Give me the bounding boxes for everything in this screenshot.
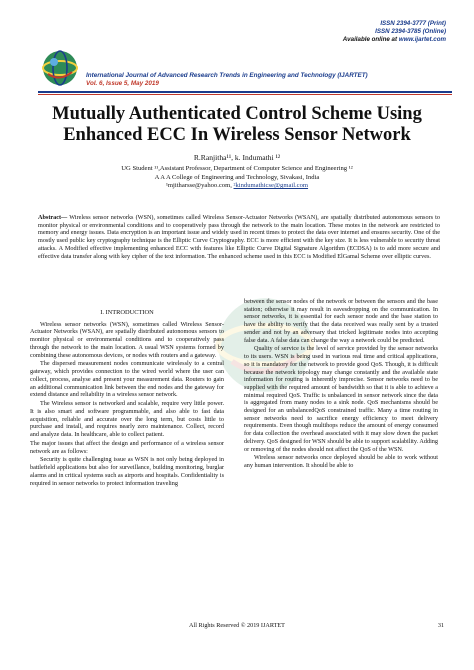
affiliation bbox=[30, 165, 444, 191]
title-line-1: Mutually Authenticated Control Scheme Using bbox=[52, 104, 422, 124]
intro-paragraph-3: The Wireless sensor is networked and scalable, require very little power. It is also smart and software programmable, and also able to fast data acquisition, reliable and accurate over the long term, but costs little to purchase and install, and requires nearly zero maintenance. Collect, record and analyze data. In healthcare, able to collect patient. bbox=[30, 400, 224, 438]
title-line-2: Enhanced ECC In Wireless Sensor Network bbox=[63, 125, 411, 145]
header-rule-secondary bbox=[38, 94, 452, 95]
issn-block bbox=[343, 20, 446, 44]
ijartet-globe-logo-icon bbox=[40, 48, 80, 88]
journal-header bbox=[86, 72, 451, 88]
journal-name: International Journal of Advanced Research Trends in Engineering and Technology (IJARTET) bbox=[86, 72, 368, 79]
right-paragraph-1: between the sensor nodes of the network or between the sensors and the base station; otherwise it may result in eavesdropping on the communication. In sensor networks, it is essential for each sensor node and the base station to have the ability to verify that the data received was really sent by a trusted sender and not by an adversary that tricked legitimate nodes into accepting false data. A false data can change the way a network could be predicted. bbox=[244, 298, 438, 344]
journal-url-link[interactable]: www.ijartet.com bbox=[398, 36, 446, 43]
right-column bbox=[244, 298, 438, 471]
affil-line-1: UG Student ¹¹,Assistant Professor, Department of Computer Science and Engineering ¹² bbox=[121, 165, 353, 172]
right-paragraph-3: Wireless sensor networks once deployed should be able to work without any human intervention. It should be able to bbox=[244, 454, 438, 470]
abstract-label: Abstract— bbox=[38, 214, 68, 221]
intro-paragraph-5: Security is quite challenging issue as WSN is not only being deployed in battlefield applications but also for surveillance, building monitoring, burglar alarms and in critical systems such as airports and hospitals. Confidentiality is required in sensor networks to protect information traveling bbox=[30, 456, 224, 487]
right-paragraph-2: Quality of service is the level of service provided by the sensor networks to its users. WSN is being used in various real time and critical applications, so it is mandatory for the network to provide good QoS. Though, it is difficult because the network topology may change constantly and the available state information for routing is inherently imprecise. Sensor networks need to be supplied with the required amount of bandwidth so that it is able to achieve a minimal required QoS. Traffic is unbalanced in sensor network since the data is aggregated from many nodes to a sink node. QoS mechanisms should be designed for an unbalancedQoS constrained traffic. Many a time routing in sensor networks need to sacrifice energy efficiency to meet delivery requirements. Even though multihops reduce the amount of energy consumed for data collection the overhead associated with it may slow down the packet delivery. QoS designed for WSN should be able to support scalability. Adding or removing of the nodes should not affect the QoS of the WSN. bbox=[244, 345, 438, 453]
authors: R.Ranjitha¹¹, k. Indumathi ¹² bbox=[193, 153, 281, 162]
header-rule bbox=[38, 91, 452, 93]
affil-line-2: A A A College of Engineering and Technology, Sivakasi, India bbox=[154, 173, 320, 181]
intro-paragraph-4: The major issues that affect the design and performance of a wireless sensor network are as follows: bbox=[30, 439, 224, 455]
left-column bbox=[30, 298, 224, 488]
intro-paragraph-1: Wireless sensor networks (WSN), sometimes called Wireless Sensor-Actuator Networks (WSAN), are spatially distributed autonomous sensors to monitor physical or environmental conditions and to cooperatively pass through the network to the main location. A usual WSN systems formed by combining these autonomous devices, or nodes with routers and a gateway. bbox=[30, 320, 224, 359]
page-number: 31 bbox=[437, 622, 444, 629]
email-1: ¹mjitharsse@yahoo.com, bbox=[165, 182, 232, 189]
journal-volume: Vol. 6, Issue 5, May 2019 bbox=[86, 80, 159, 87]
paper-title bbox=[30, 104, 444, 146]
footer-copyright: All Rights Reserved © 2019 IJARTET bbox=[189, 622, 285, 629]
abstract bbox=[38, 214, 440, 260]
section-heading-introduction: I. INTRODUCTION bbox=[100, 309, 154, 316]
intro-paragraph-2: The dispersed measurement nodes communicate wirelessly to a central gateway, which provides connection to the wired world where the user can collect, process, analyse and present your measurement data. Routers to gain an additional communication link between the end nodes and the gateway for extend distance and reliability in a wireless sensor network. bbox=[30, 360, 224, 399]
issn-online: ISSN 2394-3785 (Online) bbox=[375, 28, 446, 35]
abstract-text: Wireless sensor networks (WSN), sometimes called Wireless Sensor-Actuator Networks (WSAN), are spatially distributed autonomous sensors to monitor physical or environmental conditions and to cooperatively pass through the network to the main location. These motes in the network are restricted to memory and energy issues. Data encryption is an important issue and widely used in recent times to protect the data over internet and ensures security. One of the mostly used public key cryptography technique is the Elliptic Curve Cryptography. ECC is more efficient with the key size. It is less vulnerable to security threat attacks. A Modified effective implementing enhanced ECC with features like Elliptic Curve Digital Signature Algorithm (ECDSA) is to add more secure and effective data transfer along with key cipher of the text information. The enhanced scheme used in this ECC is Modified ElGamal Scheme over elliptic curves. bbox=[38, 214, 440, 260]
email-2-link[interactable]: ²kindumathicse@gmail.com bbox=[233, 182, 309, 189]
emails bbox=[30, 182, 444, 191]
available-prefix: Available online at bbox=[342, 36, 398, 43]
available-online bbox=[343, 36, 446, 44]
issn-print: ISSN 2394-3777 (Print) bbox=[380, 20, 446, 27]
